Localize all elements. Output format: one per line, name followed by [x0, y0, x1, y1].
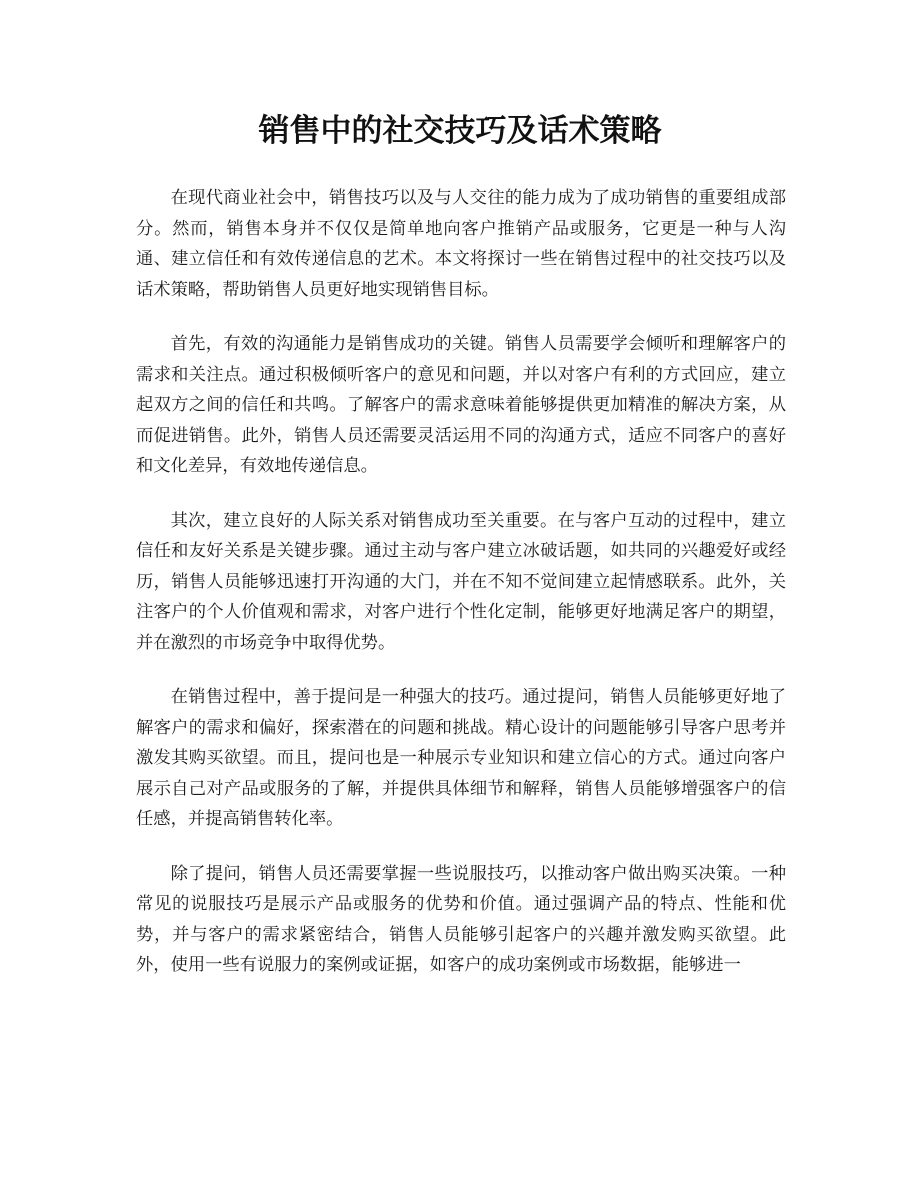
paragraph-1: 在现代商业社会中，销售技巧以及与人交往的能力成为了成功销售的重要组成部分。然而，销售本身并不仅仅是简单地向客户推销产品或服务，它更是一种与人沟通、建立信任和有效传递信息的艺术。本文将探讨一些在销售过程中的社交技巧以及话术策略，帮助销售人员更好地实现销售目标。 — [136, 188, 786, 300]
paragraph-3: 其次，建立良好的人际关系对销售成功至关重要。在与客户互动的过程中，建立信任和友好关系是关键步骤。通过主动与客户建立冰破话题，如共同的兴趣爱好或经历，销售人员能够迅速打开沟通的大门，并在不知不觉间建立起情感联系。此外，关注客户的个人价值观和需求，对客户进行个性化定制，能够更好地满足客户的期望，并在激烈的市场竞争中取得优势。 — [136, 510, 786, 653]
paragraph-4: 在销售过程中，善于提问是一种强大的技巧。通过提问，销售人员能够更好地了解客户的需求和偏好，探索潜在的问题和挑战。精心设计的问题能够引导客户思考并激发其购买欲望。而且，提问也是一种展示专业知识和建立信心的方式。通过向客户展示自己对产品或服务的了解，并提供具体细节和解释，销售人员能够增强客户的信任感，并提高销售转化率。 — [136, 687, 786, 829]
paragraph-5: 除了提问，销售人员还需要掌握一些说服技巧，以推动客户做出购买决策。一种常见的说服技巧是展示产品或服务的优势和价值。通过强调产品的特点、性能和优势，并与客户的需求紧密结合，销售人员能够引起客户的兴趣并激发购买欲望。此外，使用一些有说服力的案例或证据，如客户的成功案例或市场数据，能够进一 — [136, 863, 786, 975]
article-body — [136, 183, 786, 1005]
page-title: 销售中的社交技巧及话术策略 — [258, 113, 662, 149]
paragraph-2: 首先，有效的沟通能力是销售成功的关键。销售人员需要学会倾听和理解客户的需求和关注点。通过积极倾听客户的意见和问题，并以对客户有利的方式回应，建立起双方之间的信任和共鸣。了解客户的需求意味着能够提供更加精准的解决方案，从而促进销售。此外，销售人员还需要灵活运用不同的沟通方式，适应不同客户的喜好和文化差异，有效地传递信息。 — [136, 334, 786, 476]
